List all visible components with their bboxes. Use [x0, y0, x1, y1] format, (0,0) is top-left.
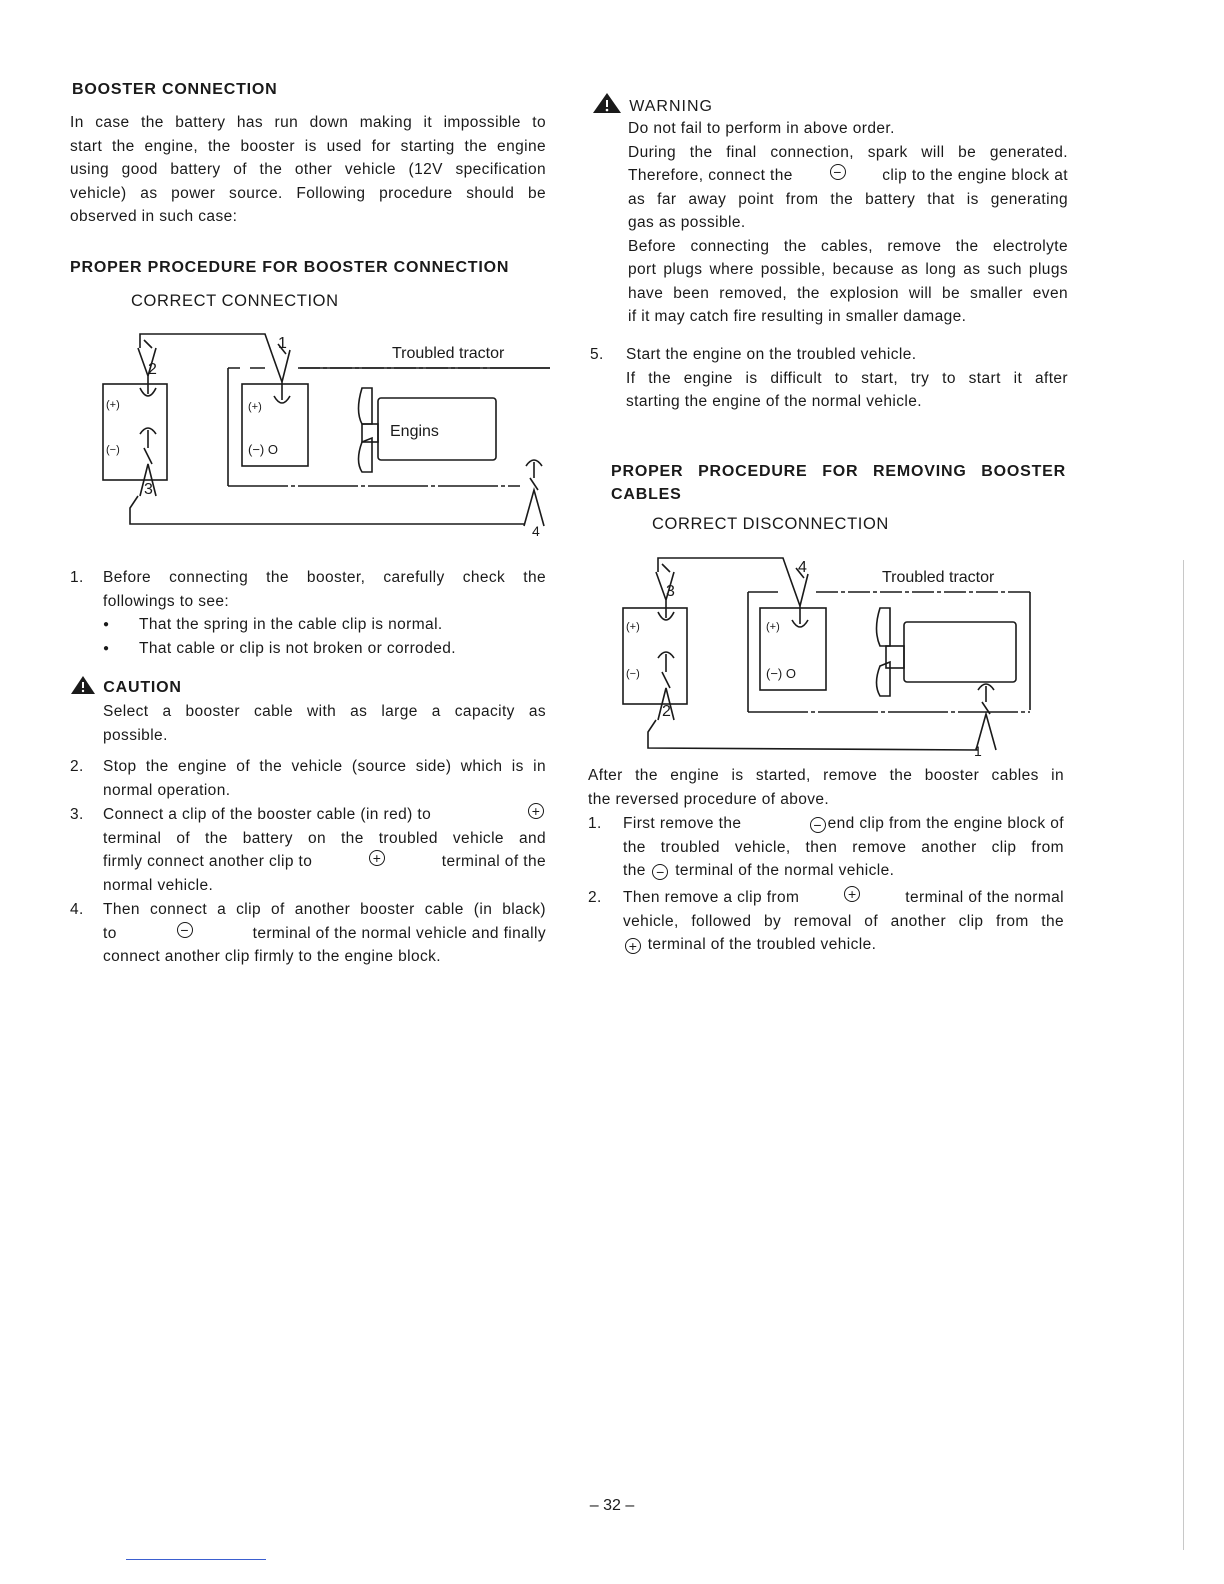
connection-diagram [100, 326, 550, 541]
scan-edge [1183, 560, 1184, 1550]
step-text: terminal of the normal vehicle and finally [252, 924, 546, 942]
step-text: terminal of the [441, 853, 546, 870]
label-num-3: 3 [144, 481, 153, 498]
bullet-text: That the spring in the cable clip is normal. [139, 616, 443, 633]
intro-line: observed in such case: [70, 208, 238, 225]
step-4 [70, 898, 546, 969]
step-line [623, 886, 1064, 910]
step-line: normal vehicle. [103, 876, 214, 894]
after-line: After the engine is started, remove the booster cables in [588, 767, 1064, 784]
step-line [623, 812, 1064, 836]
step-line: terminal of the battery on the troubled vehicle and [103, 829, 546, 847]
warning-triangle-icon [592, 92, 622, 114]
step-text: terminal of the normal vehicle. [675, 862, 895, 879]
step-line: Stop the engine of the vehicle (source side) which is in [103, 758, 546, 775]
step-line: Before connecting the booster, carefully check the [103, 569, 546, 586]
warning-line: Do not fail to perform in above order. [628, 120, 895, 137]
warning-line: if it may catch fire resulting in smaller damage. [628, 308, 967, 325]
step-line: If the engine is difficult to start, try to start it after [626, 369, 1068, 387]
bullet-item [103, 637, 546, 661]
step-line: normal operation. [103, 781, 231, 799]
warning-line: gas as possible. [628, 214, 746, 231]
caution-title: CAUTION [103, 679, 182, 696]
bullet-icon: ● [103, 642, 110, 654]
step-number: 3. [70, 806, 84, 823]
heading-line: CABLES [611, 486, 682, 503]
warning-title: WARNING [629, 98, 713, 115]
cable-1 [140, 334, 272, 354]
label-troubled-tractor: Troubled tractor [392, 345, 505, 362]
cable-4 [130, 496, 525, 524]
bullet-icon: ● [103, 619, 110, 630]
fan-blade [877, 662, 891, 696]
minus-terminal-icon: − [652, 864, 668, 880]
step-number: 4. [70, 901, 84, 918]
cable-1 [648, 720, 978, 750]
label-num-2: 2 [148, 361, 157, 378]
intro-line: start the engine, the booster is used for starting the engine [70, 137, 546, 155]
bottom-rule [126, 1559, 266, 1560]
step-3 [70, 803, 546, 897]
label-troubled-tractor: Troubled tractor [882, 569, 995, 586]
step-number: 1. [70, 569, 84, 586]
step-line [103, 850, 546, 874]
cable-4 [658, 558, 790, 578]
step-1 [70, 566, 546, 660]
caution-line: possible. [103, 726, 168, 744]
step-line [623, 933, 1064, 957]
label-minus-tractor: (−) O [248, 442, 278, 457]
disconnection-diagram [618, 550, 1068, 765]
intro-line: vehicle) as power source. Following procedure should be [70, 184, 546, 202]
warning-line: port plugs where possible, because as long as such plugs [628, 261, 1068, 278]
label-num-1: 1 [974, 743, 982, 759]
step-text: Then remove a clip from [623, 889, 800, 906]
label-engine: Engins [390, 423, 439, 440]
step-line [103, 922, 546, 946]
clip-1 [272, 344, 290, 403]
step-number: 1. [588, 815, 602, 832]
caution-heading [70, 675, 182, 697]
step-text: firmly connect another clip to [103, 853, 313, 870]
minus-terminal-icon: − [830, 164, 846, 180]
step-line [623, 859, 1064, 883]
warning-text [628, 117, 1068, 329]
clip-4 [790, 568, 808, 627]
intro-line: In case the battery has run down making it impossible to [70, 114, 546, 131]
plus-terminal-icon: + [369, 850, 385, 866]
step-text: end clip from the engine block of [827, 815, 1064, 832]
page-number: – 32 – [589, 1497, 635, 1514]
step-number: 5. [590, 346, 604, 363]
plus-terminal-icon: + [844, 886, 860, 902]
fan-blade [359, 388, 373, 424]
step-line: Start the engine on the troubled vehicle. [626, 346, 917, 363]
step-text: terminal of the normal [905, 889, 1064, 906]
heading-line: PROPER PROCEDURE FOR REMOVING BOOSTER [611, 463, 1066, 480]
after-paragraph [588, 764, 1064, 811]
bullet-text: That cable or clip is not broken or corroded. [139, 639, 456, 657]
warning-text-part: clip to the engine block at [882, 167, 1068, 184]
label-plus: (+) [106, 399, 120, 411]
fan-blade [877, 608, 891, 646]
step-number: 2. [588, 889, 602, 906]
label-num-4: 4 [532, 523, 540, 539]
step-line: connect another clip firmly to the engine block. [103, 948, 441, 965]
intro-paragraph [70, 111, 546, 229]
bullet-item [103, 613, 546, 637]
step-2 [70, 755, 546, 802]
plus-terminal-icon: + [625, 938, 641, 954]
subheading-correct-disconnection: CORRECT DISCONNECTION [652, 515, 889, 533]
removal-step-1 [588, 812, 1064, 883]
minus-terminal-icon: − [177, 922, 193, 938]
intro-line: using good battery of the other vehicle (12V specification [70, 161, 546, 178]
subheading-correct-connection: CORRECT CONNECTION [131, 292, 339, 310]
clip-4 [524, 460, 544, 526]
label-num-2: 2 [662, 703, 671, 720]
label-minus-tractor: (−) O [766, 666, 796, 681]
step-line: vehicle, followed by removal of another clip from the [623, 912, 1064, 930]
caution-line: Select a booster cable with as large a capacity as [103, 703, 546, 720]
label-plus-tractor: (+) [766, 621, 780, 633]
plus-terminal-icon: + [528, 803, 544, 819]
warning-triangle-icon [70, 675, 96, 695]
label-num-4: 4 [798, 559, 807, 576]
warning-line: as far away point from the battery that is generating [628, 190, 1068, 208]
label-plus: (+) [626, 621, 640, 633]
step-line: the troubled vehicle, then remove another clip from [623, 838, 1064, 856]
step-number: 2. [70, 758, 84, 775]
fan-blade [359, 438, 373, 472]
engine-block [904, 622, 1016, 682]
step-text: the [623, 862, 646, 879]
step-text: Connect a clip of the booster cable (in red) to [103, 806, 432, 823]
warning-line: have been removed, the explosion will be smaller even [628, 284, 1068, 302]
label-num-3: 3 [666, 583, 675, 600]
clip-1 [976, 684, 996, 750]
step-5 [590, 343, 1068, 414]
step-text: to [103, 924, 117, 942]
step-line: starting the engine of the normal vehicle. [626, 393, 922, 410]
step-text: terminal of the troubled vehicle. [647, 936, 877, 953]
label-minus: (−) [106, 444, 120, 456]
warning-line: Before connecting the cables, remove the electrolyte [628, 237, 1068, 255]
heading-booster-connection: BOOSTER CONNECTION [72, 81, 278, 98]
caution-text [103, 700, 546, 747]
warning-heading [592, 92, 713, 116]
removal-step-2 [588, 886, 1064, 957]
step-text: First remove the [623, 815, 742, 832]
label-plus-tractor: (+) [248, 401, 262, 413]
step-line: Then connect a clip of another booster cable (in black) [103, 901, 546, 918]
step-line: followings to see: [103, 592, 230, 610]
label-minus: (−) [626, 668, 640, 680]
warning-line: During the final connection, spark will be generated. [628, 143, 1068, 161]
minus-terminal-icon: − [810, 817, 826, 833]
after-line: the reversed procedure of above. [588, 790, 830, 808]
heading-removing-cables [611, 460, 1066, 506]
label-num-1: 1 [278, 335, 287, 352]
warning-text-part: Therefore, connect the [628, 167, 793, 184]
warning-line [628, 164, 1068, 188]
step-line [103, 803, 546, 827]
heading-proper-procedure: PROPER PROCEDURE FOR BOOSTER CONNECTION [70, 259, 510, 276]
